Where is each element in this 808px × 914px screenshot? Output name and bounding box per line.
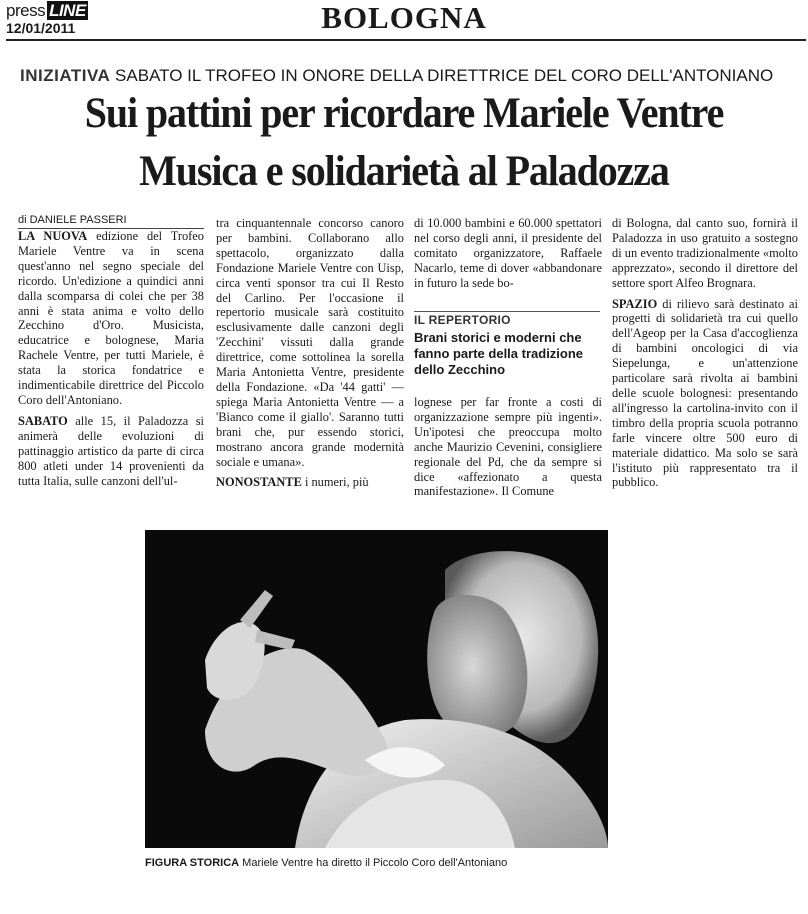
byline: di DANIELE PASSERI [18,214,127,226]
box-label: IL REPERTORIO [414,311,600,327]
brand-line: LINE [49,1,86,20]
kicker-text: SABATO IL TROFEO IN ONORE DELLA DIRETTRICE DEL CORO DELL'ANTONIANO [115,66,774,85]
article-column-3-continued [414,395,602,505]
paragraph [612,297,798,491]
issue-date: 12/01/2011 [6,20,76,36]
brand-press: press [6,1,46,20]
paragraph-text: di Bologna, dal canto suo, fornirà il Paladozza in uso gratuito a sostegno di un evento tradizionalmente «molto apprezzato», secondo il direttore del settore sport Alfeo Brognara. [612,216,798,290]
photo-caption [145,857,507,869]
article-column-1 [18,229,204,494]
paragraph [18,414,204,489]
article-column-3 [414,216,602,297]
photo-illustration [145,530,608,848]
lead-word: SPAZIO [612,296,658,311]
box-subhead: Brani storici e moderni che fanno parte della tradizione dello Zecchino [414,330,584,377]
paragraph-text: di 10.000 bambini e 60.000 spettatori nel corso degli anni, il presidente del comitato organizzatore, Raffaele Nacarlo, teme di dover «abbandonare in futuro la sede bo- [414,216,602,290]
paragraph [216,475,404,490]
headline-line-2: Musica e solidarietà al Paladozza [139,148,669,195]
masthead-rule [6,39,806,41]
paragraph [414,395,602,499]
article-column-2 [216,216,404,496]
sidebar-box [414,311,600,378]
paragraph-text: edizione del Trofeo Mariele Ventre va in scena quest'anno nel segno speciale del ricordo. Un'edizione a quindici anni dalla scomparsa di colei che per 38 anni è stata anima e volto dello Zecchino d'Oro. Musicista, educatrice e bolognese, Maria Rachele Ventre, per tutti Mariele, è stata la storica fondatrice e indimenticabile direttrice del Piccolo Coro dell'Antoniano. [18,229,204,407]
paragraph-text: i numeri, più [301,475,369,490]
lead-word: NONOSTANTE [216,475,302,490]
paragraph-text: alle 15, il Paladozza si animerà delle evoluzioni di pattinaggio artistico da parte di circa 800 atleti under 14 provenienti da tutta Italia, sulle canzoni dell'ul- [18,413,204,488]
section-city: BOLOGNA [321,0,487,35]
kicker [20,66,773,86]
lead-word: LA NUOVA [18,229,88,243]
kicker-label: INIZIATIVA [20,66,111,85]
paragraph [18,229,204,408]
caption-text: Mariele Ventre ha diretto il Piccolo Coro dell'Antoniano [239,857,508,869]
article-column-4 [612,216,798,496]
lead-word: SABATO [18,413,68,428]
paragraph-text: lognese per far fronte a costi di organizzazione sempre più ingenti». Un'ipotesi che preoccupa molto anche Maurizio Cevenini, consigliere regionale del Pd, che da sempre si dice «affezionato a questa manifestazione». Il Comune [414,395,602,499]
paragraph [612,216,798,291]
photo-mariele-ventre [145,530,608,848]
paragraph [414,216,602,291]
paragraph-text: di rilievo sarà destinato ai progetti di solidarietà tra cui quello dell'Ageop per la Casa d'accoglienza di bambini oncologici di via Siepelunga, e un'attenzione particolare sarà rivolta ai bambini delle scuole bolognesi: presentando all'ingresso la cartolina-invito con il timbro della propria scuola potranno farle vincere oltre 500 euro di materiale didattico. Ma solo se sarà l'istituto più rappresentato tra il pubblico. [612,296,798,490]
paragraph-text: tra cinquantennale concorso canoro per bambini. Collaborano allo spettacolo, organizzato dalla Fondazione Mariele Ventre con Uisp, circa venti sponsor tra cui Il Resto del Carlino. Per l'occasione il repertorio musicale sarà costituito esclusivamente dalle canzoni degli 'Zecchini' vissuti dalla grande direttrice, come sottolinea la sorella Maria Antonietta Ventre, presidente della Fondazione. «Da '44 gatti' — spiega Maria Antonietta Ventre — a 'Bianco come il giallo'. Saranno tutti brani che, pur essendo storici, mostrano ancora grande modernità sociale e umana». [216,216,404,469]
headline-line-1: Sui pattini per ricordare Mariele Ventre [84,90,724,137]
caption-label: FIGURA STORICA [145,857,240,869]
paragraph [216,216,404,469]
